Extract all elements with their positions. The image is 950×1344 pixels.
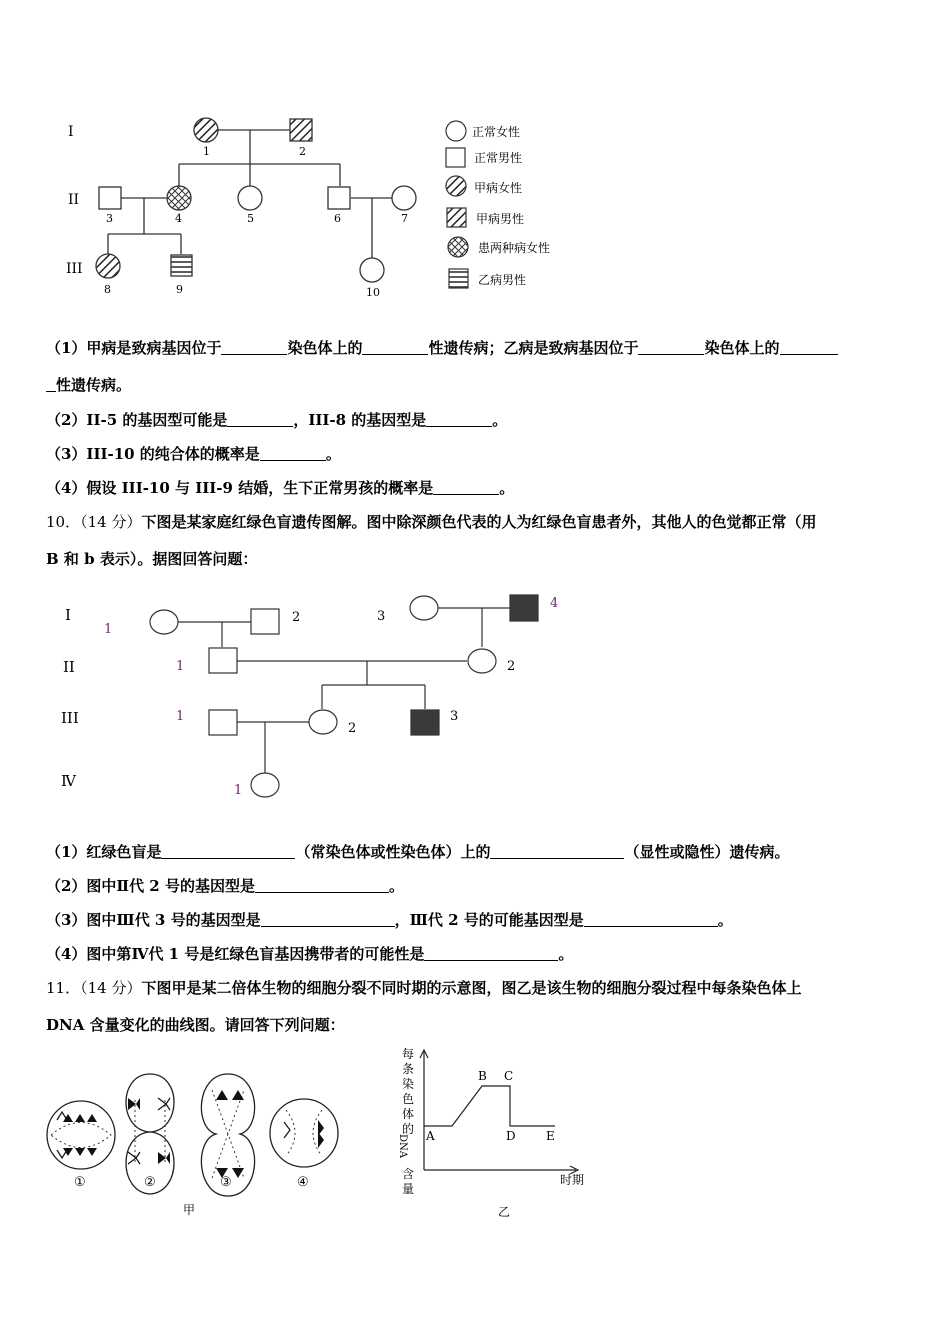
pedigree-III9-disease-b-male — [171, 255, 192, 276]
cell-label: ③ — [220, 1175, 232, 1190]
pedigree2-II1-male — [209, 648, 237, 673]
individual-number: 4 — [550, 596, 559, 611]
pedigree-chart-1 — [0, 100, 950, 310]
pedigree2-I4-affected-male — [510, 595, 538, 621]
pedigree-II4-both-female — [167, 186, 191, 210]
y-axis-label-char: 染 — [402, 1077, 415, 1091]
pedigree-chart-2 — [0, 585, 950, 810]
curve-point-label: A — [426, 1129, 435, 1143]
q9-part1-line1: （1）甲病是致病基因位于 染色体上的 性遗传病；乙病是致病基因位于 染色体上的 — [46, 337, 838, 358]
legend-label: 正常男性 — [474, 151, 523, 165]
answer-blank[interactable] — [426, 412, 492, 427]
q10-part1: （1）红绿色盲是 （常染色体或性染色体）上的 （显性或隐性）遗传病。 — [46, 843, 790, 861]
answer-blank[interactable] — [490, 844, 624, 859]
individual-number: 5 — [247, 212, 254, 225]
y-axis-label-char: 体 — [402, 1107, 415, 1121]
pedigree-II5-normal-female — [238, 186, 262, 210]
gen-label: I — [65, 606, 71, 624]
pedigree2-I2-male — [251, 609, 279, 634]
pedigree2-III1-male — [209, 710, 237, 735]
q10-part3: （3）图中Ⅲ代 3 号的基因型是 ，Ⅲ代 2 号的可能基因型是 。 — [46, 911, 733, 929]
individual-number: 8 — [104, 283, 111, 296]
q9-part1-line2: 性遗传病。 — [46, 374, 131, 395]
dna-content-line — [424, 1086, 555, 1126]
gen-label: I — [68, 124, 74, 140]
q9-part3: （3）III-10 的纯合体的概率是 。 — [46, 445, 341, 463]
answer-blank[interactable] — [260, 446, 326, 461]
individual-number: 1 — [203, 145, 210, 158]
y-axis-label-char: 量 — [402, 1182, 415, 1196]
figure-b-label: 乙 — [498, 1205, 511, 1219]
pedigree-II3-normal-male — [99, 187, 121, 209]
curve-point-label: D — [506, 1129, 516, 1143]
answer-blank[interactable] — [261, 912, 395, 927]
y-axis-label-char: 条 — [402, 1062, 415, 1076]
pedigree-I2-affected-male — [290, 119, 312, 141]
individual-number: 10 — [366, 286, 380, 299]
cell-division-figure — [0, 1060, 380, 1220]
legend-label: 患两种病女性 — [478, 241, 551, 255]
pedigree2-III2-female — [309, 710, 337, 734]
curve-point-label: C — [504, 1069, 514, 1083]
q10-part4: （4）图中第Ⅳ代 1 号是红绿色盲基因携带者的可能性是 。 — [46, 945, 574, 963]
individual-number: 3 — [377, 609, 386, 624]
x-axis-label: 时期 — [560, 1173, 585, 1187]
pedigree-III10-normal-female — [360, 258, 384, 282]
answer-blank[interactable] — [46, 377, 56, 392]
cell-4-membrane — [270, 1099, 338, 1167]
legend-label: 甲病男性 — [476, 212, 525, 226]
gen-label: Ⅳ — [61, 772, 76, 790]
answer-blank[interactable] — [780, 340, 838, 355]
individual-number: 2 — [348, 721, 357, 736]
answer-blank[interactable] — [255, 878, 389, 893]
pedigree2-I1-female — [150, 610, 178, 634]
y-axis-label-char: DNA — [397, 1134, 408, 1158]
pedigree2-IV1-female — [251, 773, 279, 797]
legend-label: 正常女性 — [472, 125, 521, 139]
pedigree2-II2-female — [468, 649, 496, 673]
pedigree2-III3-affected-male — [411, 710, 439, 735]
legend-normal-female-icon — [446, 121, 466, 141]
cell-1-membrane — [47, 1101, 115, 1169]
individual-number: 6 — [334, 212, 341, 225]
individual-number: 3 — [450, 709, 459, 724]
curve-point-label: E — [546, 1129, 555, 1143]
gen-label: II — [63, 658, 75, 676]
pedigree-II6-normal-male — [328, 187, 350, 209]
legend-b-male-icon — [449, 269, 468, 288]
cell-label: ② — [144, 1175, 156, 1190]
y-axis-label-char: 色 — [402, 1092, 415, 1106]
dna-content-chart — [390, 1040, 610, 1220]
y-axis-label-char: 的 — [402, 1122, 415, 1136]
q11-stem-line2: DNA 含量变化的曲线图。请回答下列问题： — [46, 1016, 345, 1034]
individual-number: 2 — [299, 145, 306, 158]
individual-number: 9 — [176, 283, 183, 296]
answer-blank[interactable] — [424, 946, 558, 961]
answer-blank[interactable] — [638, 340, 704, 355]
q9-part2: （2）II-5 的基因型可能是 ，III-8 的基因型是 。 — [46, 411, 508, 429]
individual-number: 3 — [106, 212, 113, 225]
answer-blank[interactable] — [584, 912, 718, 927]
gen-label: III — [66, 261, 83, 277]
legend-label: 甲病女性 — [474, 181, 523, 195]
answer-blank[interactable] — [161, 844, 295, 859]
cell-label: ④ — [297, 1175, 309, 1190]
answer-blank[interactable] — [362, 340, 428, 355]
individual-number: 2 — [507, 659, 516, 674]
pedigree-I1-affected-female — [194, 118, 218, 142]
q9-part4: （4）假设 III-10 与 III-9 结婚，生下正常男孩的概率是 。 — [46, 479, 515, 497]
answer-blank[interactable] — [227, 412, 293, 427]
q10-stem-line2: B 和 b 表示）。据图回答问题： — [46, 550, 258, 568]
legend-a-male-icon — [447, 208, 466, 227]
gen-label: II — [68, 192, 80, 208]
individual-number: 1 — [176, 709, 185, 724]
q10-stem-line1: 10．（14 分）下图是某家庭红绿色盲遗传图解。图中除深颜色代表的人为红绿色盲患者外，其他人的色觉都正常（用 — [46, 513, 817, 531]
curve-point-label: B — [478, 1069, 487, 1083]
legend-normal-male-icon — [446, 148, 465, 167]
cell-label: ① — [74, 1175, 86, 1190]
individual-number: 1 — [234, 783, 243, 798]
answer-blank[interactable] — [433, 480, 499, 495]
individual-number: 7 — [401, 212, 408, 225]
legend-label: 乙病男性 — [478, 273, 527, 287]
pedigree-III8-affected-female — [96, 254, 120, 278]
individual-number: 1 — [104, 622, 113, 637]
q10-part2: （2）图中Ⅱ代 2 号的基因型是 。 — [46, 877, 404, 895]
q11-stem-line1: 11．（14 分）下图甲是某二倍体生物的细胞分裂不同时期的示意图，图乙是该生物的细胞分裂过程中每条染色体上 — [46, 979, 802, 997]
individual-number: 1 — [176, 659, 185, 674]
pedigree-II7-normal-female — [392, 186, 416, 210]
individual-number: 4 — [175, 212, 182, 225]
answer-blank[interactable] — [221, 340, 287, 355]
y-axis-label-char: 每 — [402, 1047, 415, 1061]
y-axis-label-char: 含 — [402, 1167, 415, 1181]
gen-label: III — [61, 709, 79, 727]
pedigree2-I3-female — [410, 596, 438, 620]
figure-a-label: 甲 — [183, 1203, 196, 1217]
legend-both-female-icon — [448, 237, 468, 257]
individual-number: 2 — [292, 610, 301, 625]
legend-a-female-icon — [446, 176, 466, 196]
